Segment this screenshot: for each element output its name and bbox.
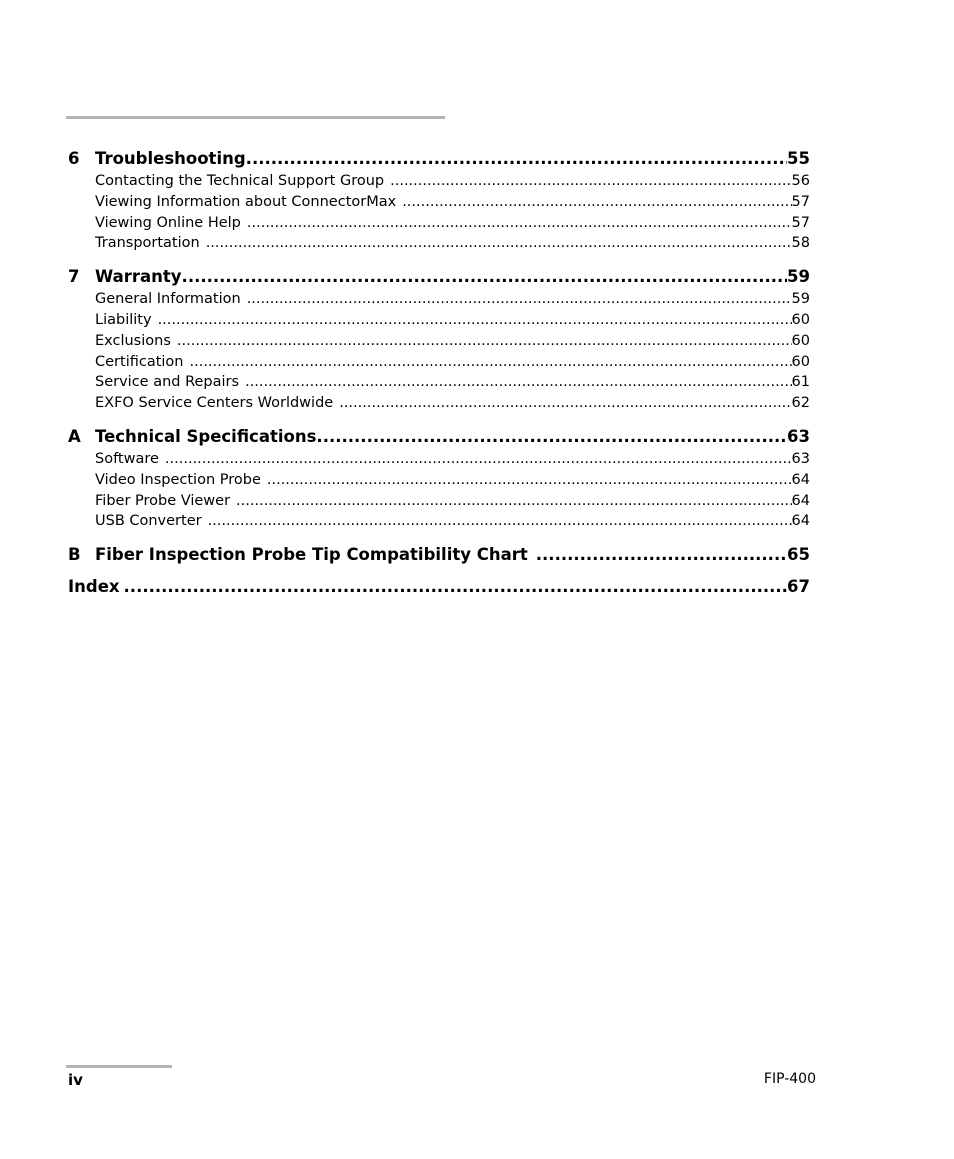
section-title: EXFO Service Centers Worldwide [95,395,334,412]
page-number: 56 [791,173,810,189]
section-title: Service and Repairs [95,374,240,391]
dot-leader [390,171,791,192]
toc-chapter-entry[interactable] [68,264,810,289]
toc-section-entry[interactable] [68,289,810,310]
dot-leader [208,511,792,532]
toc-chapter-entry[interactable] [68,424,810,449]
section-title: Viewing Online Help [95,214,241,231]
toc-chapter-7 [68,264,810,414]
dot-leader [236,491,792,512]
section-title: General Information [95,291,241,308]
dot-leader [190,352,792,373]
toc-section-entry[interactable] [68,372,810,393]
toc-section-entry[interactable] [68,491,810,512]
footer-rule [66,1065,172,1068]
toc-chapter-entry[interactable] [68,542,810,567]
toc-section-entry[interactable] [68,393,810,414]
page-number: 57 [791,214,810,231]
section-title: Video Inspection Probe [95,471,261,488]
page-number: 64 [791,513,810,530]
toc-section-entry[interactable] [68,352,810,373]
section-title: Software [95,450,159,467]
footer-page-number: iv [68,1071,83,1089]
page-number: 63 [787,426,810,446]
toc-section-entry[interactable] [68,213,810,234]
dot-leader [158,310,792,331]
header-rule [66,116,445,119]
page-number: 60 [791,311,810,328]
chapter-number: 7 [68,267,80,287]
dot-leader [245,372,791,393]
dot-leader [177,331,792,352]
dot-leader [247,289,792,310]
dot-leader [124,574,788,599]
dot-leader [339,393,791,414]
toc-index [68,574,810,599]
section-title: USB Converter [95,513,202,530]
toc-section-entry[interactable] [68,511,810,532]
dot-leader [316,424,787,449]
toc-section-entry[interactable] [68,470,810,491]
toc-index-entry[interactable] [68,574,810,599]
toc-section-entry[interactable] [68,331,810,352]
chapter-title: Warranty [95,267,182,287]
page-number: 67 [787,577,810,597]
dot-leader [182,264,787,289]
page-number: 63 [791,450,810,467]
page-number: 58 [791,235,810,252]
section-title: Fiber Probe Viewer [95,492,231,509]
dot-leader [165,449,792,470]
dot-leader [402,192,791,213]
toc-section-entry[interactable] [68,449,810,470]
chapter-title: Troubleshooting [95,149,246,168]
toc-appendix-a [68,424,810,532]
page-number: 64 [791,492,810,509]
dot-leader [267,470,792,491]
page-number: 65 [787,545,810,565]
dot-leader [247,213,792,234]
page-number: 62 [791,395,810,412]
section-title: Certification [95,353,184,370]
toc-chapter-6 [68,146,810,254]
chapter-title: Technical Specifications [95,426,317,446]
toc-section-entry[interactable] [68,192,810,213]
page-number: 55 [787,149,810,168]
toc-section-entry[interactable] [68,310,810,331]
chapter-number: 6 [68,149,80,168]
toc-appendix-b [68,542,810,567]
toc-section-entry[interactable] [68,171,810,192]
page-number: 57 [791,193,810,210]
toc-section-entry[interactable] [68,233,810,254]
footer-product-name: FIP-400 [763,1071,816,1087]
page-number: 64 [791,471,810,488]
section-title: Liability [95,311,152,328]
chapter-number: B [68,545,81,565]
dot-leader [536,542,787,567]
page-number: 60 [791,353,810,370]
section-title: Exclusions [95,332,171,349]
section-title: Transportation [95,235,200,252]
page-number: 59 [787,267,810,287]
page-number: 61 [791,374,810,391]
chapter-title: Fiber Inspection Probe Tip Compatibility Chart [95,545,528,565]
page-number: 60 [791,332,810,349]
page-number: 59 [791,291,810,308]
dot-leader [206,233,792,254]
chapter-number: A [68,426,81,446]
section-title: Viewing Information about ConnectorMax [95,193,397,210]
section-title: Contacting the Technical Support Group [95,173,385,189]
dot-leader [246,146,787,171]
toc-chapter-entry[interactable] [68,146,810,171]
table-of-contents [68,146,810,609]
index-title: Index [68,577,120,597]
